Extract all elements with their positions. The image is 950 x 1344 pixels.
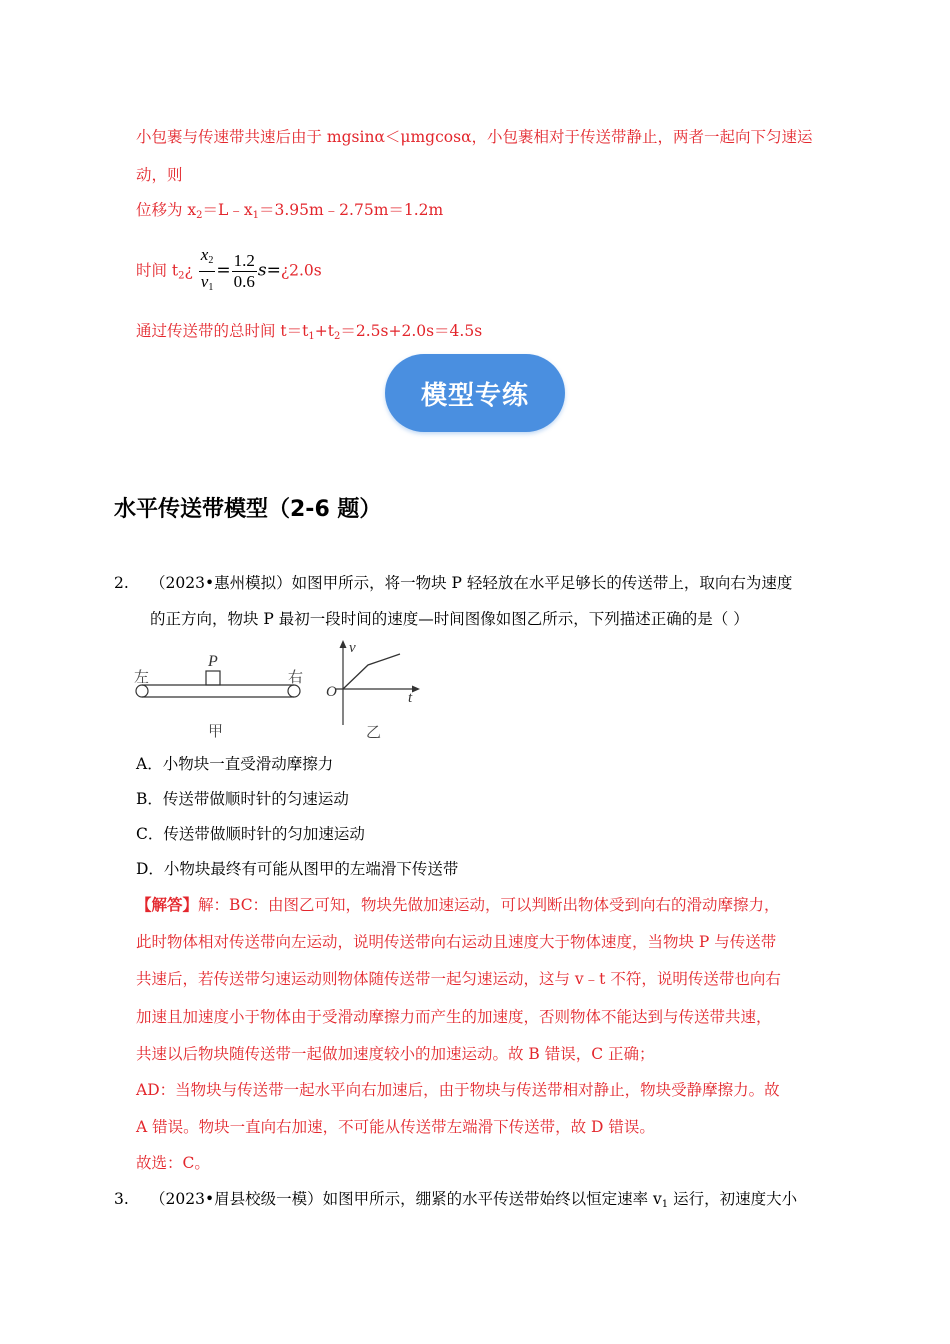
q2-option-d: D．小物块最终有可能从图甲的左端滑下传送带 [136, 860, 459, 878]
q2-answer-line-4: 加速且加速度小于物体由于受滑动摩擦力而产生的加速度，否则物体不能达到与传送带共速， [136, 1008, 772, 1026]
t-axis-label: t [408, 690, 413, 706]
left-roller [136, 685, 148, 697]
fraction-x2-v1: $\frac{x_2}{v_1}$ [200, 245, 214, 293]
q2-option-a: A．小物块一直受滑动摩擦力 [136, 755, 334, 773]
vt-graph [326, 640, 420, 741]
q2-number: 2. [114, 574, 129, 592]
solution-total-time: 通过传送带的总时间 $t=t_1+t_2=2.5s+2.0s=4.5s$ [136, 322, 483, 342]
right-label: 右 [288, 668, 304, 686]
q2-option-b: B．传送带做顺时针的匀速运动 [136, 790, 349, 808]
q2-answer-line-5: 共速以后物块随传送带一起做加速度较小的加速运动。故 B 错误，C 正确； [136, 1045, 655, 1063]
q2-stem-line-2: 的正方向，物块 P 最初一段时间的速度—时间图像如图乙所示，下列描述正确的是（ ） [150, 610, 749, 628]
fraction-1.2-0.6: $\frac{1.2}{0.6}$ [233, 251, 255, 291]
q2-answer-line-1: 【解答】解：BC：由图乙可知，物块先做加速运动，可以判断出物体受到向右的滑动摩擦力， [136, 895, 780, 914]
model-practice-badge: 模型专练 [385, 354, 565, 432]
q2-answer-line-7: A 错误。物块一直向右加速，不可能从传送带左端滑下传送带，故 D 错误。 [136, 1118, 655, 1136]
solution-time-formula: 时间 $t_2¿$ $\frac{x_2}{v_1}$ = $\frac{1.2}{0.6}$ s=¿2.0s [136, 245, 322, 298]
right-roller [288, 685, 300, 697]
q2-answer-line-3: 共速后，若传送带匀速运动则物体随传送带一起匀速运动，这与 v﹣t 不符，说明传送带也向右 [136, 970, 781, 988]
section-title: 水平传送带模型（2-6 题） [114, 497, 382, 522]
q3-stem-line-1: （2023•眉县校级一模）如图甲所示，绷紧的水平传送带始终以恒定速率 $v_1$ 运行，初速度大小 [150, 1190, 798, 1210]
q2-answer-line-8: 故选：C。 [136, 1154, 210, 1172]
caption-yi: 乙 [366, 723, 382, 741]
block-p [206, 671, 220, 685]
v-axis-label: v [349, 640, 356, 656]
conveyor-belt-diagram [134, 653, 303, 740]
q3-number: 3. [114, 1190, 129, 1208]
q2-option-c: C．传送带做顺时针的匀加速运动 [136, 825, 365, 843]
q2-answer-line-6: AD：当物块与传送带一起水平向右加速后，由于物块与传送带相对静止，物块受静摩擦力。故 [136, 1081, 780, 1099]
caption-jia: 甲 [208, 722, 224, 740]
solution-line-1: 小包裹与传速带共速后由于 mgsinα＜μmgcosα，小包裹相对于传送带静止，两者一起向下匀速运 [136, 128, 813, 146]
velocity-curve [343, 654, 400, 689]
answer-tag: 【解答】 [136, 895, 199, 914]
block-label: P [208, 653, 218, 670]
q2-stem-line-1: （2023•惠州模拟）如图甲所示，将一物块 P 轻轻放在水平足够长的传送带上，取向右为速度 [150, 574, 793, 592]
solution-line-2: 动，则 [136, 166, 183, 184]
solution-displacement: 位移为 $x_2=L﹣x_1=3.95m﹣2.75m=1.2m$ [136, 201, 444, 221]
left-label: 左 [134, 668, 150, 686]
q2-figure [130, 640, 430, 750]
q2-answer-line-2: 此时物体相对传送带向左运动，说明传送带向右运动且速度大于物体速度，当物块 P 与传送带 [136, 933, 777, 951]
origin-label: O [326, 684, 337, 700]
